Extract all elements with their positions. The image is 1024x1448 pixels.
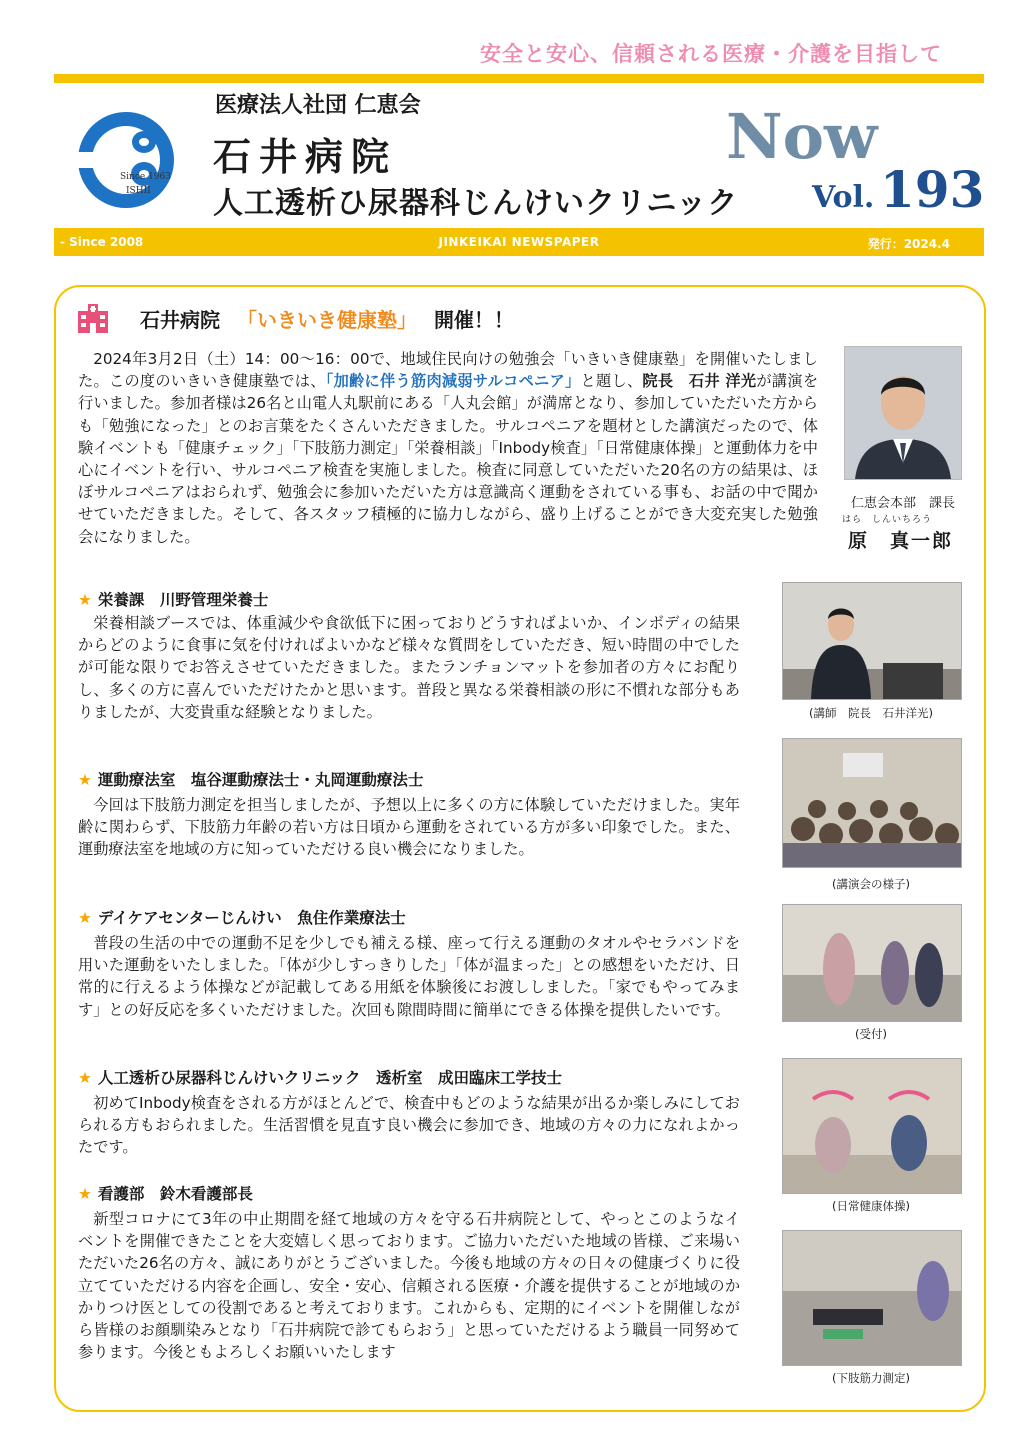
caption-lecturer: (講師 院長 石井洋光) — [809, 706, 933, 720]
intro-text-2: と題し、 — [580, 372, 643, 391]
photo-reception — [782, 904, 962, 1022]
intro-speaker: 院長 石井 洋光 — [642, 372, 757, 391]
org-name: 医療法人社団 仁恵会 — [215, 92, 421, 118]
section-heading-dialysis — [78, 1066, 562, 1088]
section-heading-text: 運動療法室 塩谷運動療法士・丸岡運動療法士 — [97, 771, 424, 789]
star-icon: ★ — [78, 1069, 92, 1087]
section-body-nursing: 新型コロナにて3年の中止期間を経て地域の方々を守る石井病院として、やっとこのようなイベントを開催できたことを大変嬉しく思っております。ご協力いただいた地域の皆様、ご来場いただいた26名の方々、誠にありがとうございました。今後も地域の方々の日々の健康づくりに役立てていただける内容を企画し、安全・安心、信頼される医療・介護を提供することが地域のかかりつけ医としての役割であると考えております。これからも、定期的にイベントを開催しながら皆様のお顔馴染みとなり「石井病院で診てもらおう」と思っていただけるよう職員一同努めて参ります。今後ともよろしくお願いいたします — [78, 1210, 740, 1362]
section-heading-exercise — [78, 768, 423, 790]
clinic-name: 人工透析ひ尿器科じんけいクリニック — [213, 186, 739, 221]
caption-leg-strength: (下肢筋力測定) — [832, 1371, 910, 1385]
photo-exercise — [782, 1058, 962, 1194]
section-heading-text: 人工透析ひ尿器科じんけいクリニック 透析室 成田臨床工学技士 — [97, 1069, 562, 1087]
vol-label: Vol. — [812, 180, 875, 215]
section-heading-nursing — [78, 1182, 253, 1204]
section-body-nutrition: 栄養相談ブースでは、体重減少や食欲低下に困っておりどうすればよいか、インボディの結果からどのように食事に気を付ければよいかなど様々な質問をしていただき、短い時間の中でしたが可能な限りでお答えさせていただきました。またランチョンマットを参加者の方々にお配りし、多くの方に喜んでいただけたかと思います。普段と異なる栄養相談の形に不慣れな部分もありましたが、大変貴重な経験となりました。 — [78, 614, 740, 721]
section-heading-daycare — [78, 906, 406, 928]
author-title: 仁恵会本部 課長 — [850, 496, 955, 511]
section-body-exercise: 今回は下肢筋力測定を担当しましたが、予想以上に多くの方に体験していただけました。実年齢に関わらず、下肢筋力年齢の若い方は日頃から運動をされている方が多い印象でした。また、運動療法室を地域の方に知っていただける良い機会になりました。 — [78, 796, 740, 859]
star-icon: ★ — [78, 1185, 92, 1203]
star-icon: ★ — [78, 909, 92, 927]
hospital-name: 石井病院 — [213, 134, 398, 179]
author-ruby: はら しんいちろう — [842, 515, 933, 525]
intro-text-1: 2024年3月2日（土）14：00〜16：00で、地域住民向けの勉強会「いきいき健康塾」を開催いたしました。この度のいきいき健康塾では、 — [78, 350, 818, 391]
tagline: 安全と安心、信頼される医療・介護を目指して — [480, 42, 942, 66]
section-heading-text: デイケアセンターじんけい 魚住作業療法士 — [97, 909, 406, 927]
caption-reception: (受付) — [855, 1027, 887, 1041]
hospital-icon — [76, 303, 110, 333]
section-heading-text: 栄養課 川野管理栄養士 — [97, 591, 269, 609]
issue-date: 発行：2024.4 — [867, 237, 950, 251]
vol-number: 193 — [880, 160, 985, 219]
headline-suffix: 開催！！ — [433, 308, 514, 332]
headline-highlight: 「いきいき健康塾」 — [236, 308, 417, 332]
top-rule — [54, 74, 984, 83]
header-bar — [54, 228, 984, 256]
now-title: Now — [726, 100, 878, 173]
photo-lecture-scene — [782, 738, 962, 868]
author-portrait — [844, 346, 962, 480]
section-body-dialysis: 初めてInbody検査をされる方がほとんどで、検査中もどのような結果が出るか楽しみにしておられる方もおられました。生活習慣を見直す良い機会に参加でき、地域の方々の力になれよかったです。 — [78, 1094, 740, 1157]
photo-leg-strength — [782, 1230, 962, 1366]
intro-theme: 「加齢に伴う筋肉減弱サルコペニア」 — [325, 372, 581, 391]
logo-since: Since 1963 — [120, 172, 171, 182]
section-heading-nutrition — [78, 588, 268, 610]
star-icon: ★ — [78, 771, 92, 789]
section-body-daycare: 普段の生活の中での運動不足を少しでも補える様、座って行える運動のタオルやセラバンドを用いた運動をいたしました。「体が少しすっきりした」「体が温まった」との感想をいただけ、日常的に行えるよう体操などが記載してある用紙を体験後にお渡ししました。「家でもやってみます」との好反応を多くいただけました。次回も隙間時間に簡単にできる体操を提供したいです。 — [78, 934, 740, 1019]
star-icon: ★ — [78, 591, 92, 609]
intro-text-3: が講演を行いました。参加者様は26名と山電人丸駅前にある「人丸会館」が満席となり、参加していただいた方からも「勉強になった」とのお言葉をたくさんいただきました。サルコペニアを題材とした講演だったので、体験イベントも「健康チェック」「下肢筋力測定」「栄養相談」「Inbody検査」「日常健康体操」と運動体力を中心にイベントを行い、サルコペニア検査を実施しました。検査に同意していただいた20名の方の結果は、ほぼサルコペニアはおられず、勉強会に参加いただいた方は意識高く運動をされている事も、お話の中で聞かせていただきました。そして、各スタッフ積極的に協力しながら、盛り上げることができ大変充実した勉強会になりました。 — [78, 372, 819, 546]
section-heading-text: 看護部 鈴木看護部長 — [97, 1185, 253, 1203]
author-name: 原 真一郎 — [848, 530, 954, 552]
logo-name: ISHII — [126, 186, 151, 196]
ishii-logo — [66, 100, 186, 220]
paper-name: JINKEIKAI NEWSPAPER — [438, 235, 600, 249]
article-headline — [140, 304, 514, 333]
caption-lecture-scene: (講演会の様子) — [832, 877, 910, 891]
caption-exercise: (日常健康体操) — [832, 1199, 910, 1213]
article-intro — [78, 348, 818, 548]
since-label: - Since 2008 — [60, 235, 144, 249]
headline-prefix: 石井病院 — [140, 308, 220, 332]
photo-lecturer — [782, 582, 962, 700]
